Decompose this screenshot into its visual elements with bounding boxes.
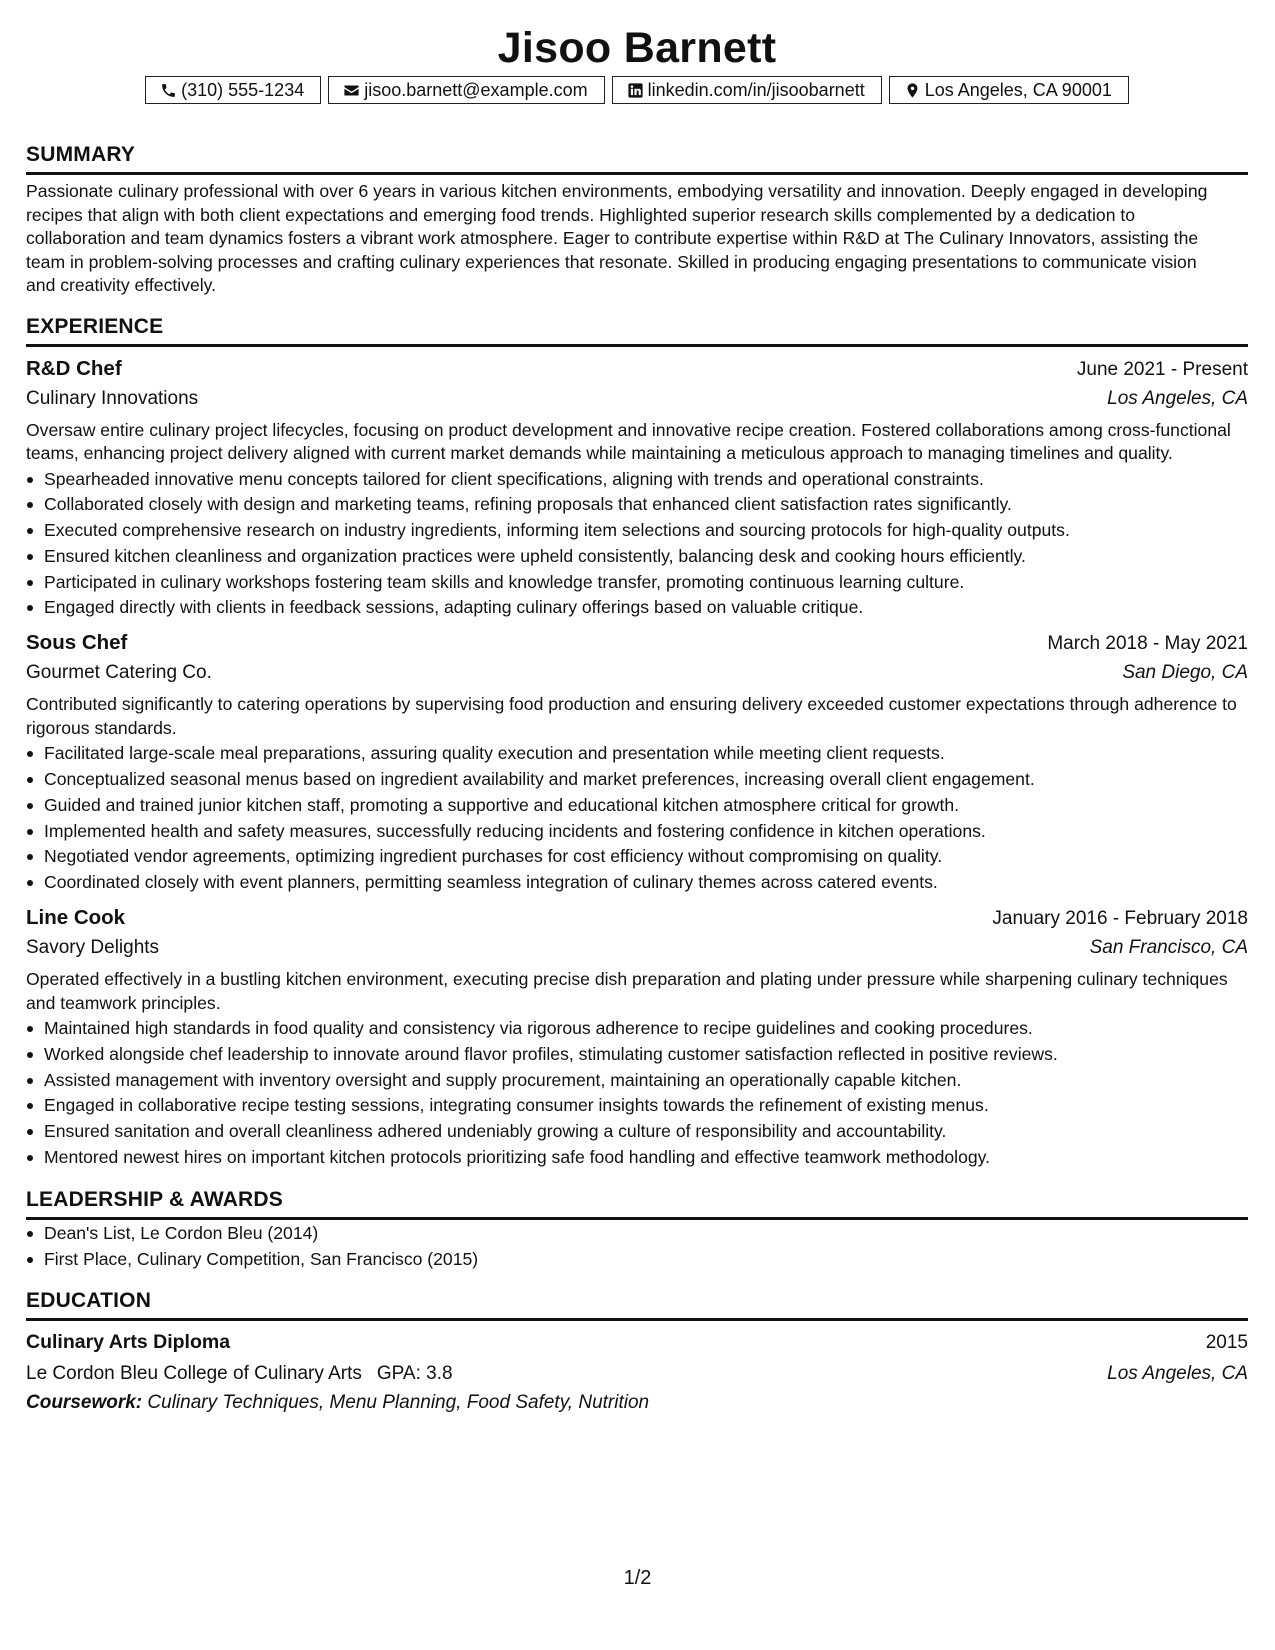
map-pin-icon	[904, 82, 921, 99]
job-dates: March 2018 - May 2021	[1047, 633, 1248, 655]
job-bullet-list	[26, 1016, 1248, 1171]
page-number: 1/2	[623, 1567, 652, 1589]
graduation-year: 2015	[1205, 1332, 1248, 1354]
list-item: Coordinated closely with event planners, permitting seamless integration of culinary themes across catered events.	[44, 870, 1248, 896]
job-entry-sous-chef	[26, 629, 1248, 896]
job-title: R&D Chef	[26, 356, 122, 380]
contact-linkedin[interactable]	[612, 76, 882, 104]
resume-page	[26, 0, 1248, 1417]
leadership-heading: LEADERSHIP & AWARDS	[26, 1187, 1248, 1220]
contact-phone-text: (310) 555-1234	[181, 80, 305, 100]
summary-text: Passionate culinary professional with over 6 years in various kitchen environments, embodying versatility and innovation. Deeply engaged in developing recipes that align with both client expectations and emerging food trends. Highlighted superior research skills complemented by a dedication to collaboration and team dynamics fosters a vibrant work atmosphere. Eager to contribute expertise within R&D at The Culinary Innovators, assisting the team in problem-solving processes and crafting culinary experiences that resonate. Skilled in producing engaging presentations to communicate vision and creativity effectively.	[26, 181, 1208, 295]
list-item: Spearheaded innovative menu concepts tailored for client specifications, aligning with trends and operational constraints.	[44, 467, 1248, 493]
list-item: Dean's List, Le Cordon Bleu (2014)	[44, 1221, 1248, 1247]
list-item: Ensured kitchen cleanliness and organization practices were upheld consistently, balancing desk and cooking hours efficiently.	[44, 544, 1248, 570]
job-bullet-list	[26, 741, 1248, 896]
gpa-value: GPA: 3.8	[376, 1363, 453, 1385]
list-item: First Place, Culinary Competition, San Francisco (2015)	[44, 1247, 1248, 1273]
job-dates: June 2021 - Present	[1076, 358, 1248, 380]
list-item: Assisted management with inventory oversight and supply procurement, maintaining an operationally capable kitchen.	[44, 1068, 1248, 1094]
list-item: Collaborated closely with design and marketing teams, refining proposals that enhanced client satisfaction rates significantly.	[44, 492, 1248, 518]
envelope-icon	[343, 82, 360, 99]
job-entry-rd-chef	[26, 355, 1248, 622]
contact-bar	[26, 76, 1248, 104]
contact-email-text: jisoo.barnett@example.com	[364, 80, 588, 100]
list-item: Mentored newest hires on important kitchen protocols prioritizing safe food handling and effective teamwork methodology.	[44, 1145, 1248, 1171]
list-item: Engaged in collaborative recipe testing sessions, integrating consumer insights towards the refinement of existing menus.	[44, 1093, 1248, 1119]
experience-heading: EXPERIENCE	[26, 314, 1248, 347]
job-description: Oversaw entire culinary project lifecycles, focusing on product development and innovative recipe creation. Fostered collaborations among cross-functional teams, enhancing project delivery aligned with current market demands while maintaining a meticulous approach to managing timelines and quality.	[26, 419, 1231, 463]
job-company: Savory Delights	[26, 937, 160, 959]
contact-linkedin-text: linkedin.com/in/jisoobarnett	[647, 80, 865, 100]
school-name: Le Cordon Bleu College of Culinary Arts	[26, 1363, 362, 1385]
list-item: Guided and trained junior kitchen staff, promoting a supportive and educational kitchen atmosphere critical for growth.	[44, 793, 1248, 819]
coursework-list: Culinary Techniques, Menu Planning, Food Safety, Nutrition	[147, 1392, 650, 1414]
summary-heading: SUMMARY	[26, 142, 1248, 175]
job-location: Los Angeles, CA	[1107, 387, 1248, 409]
contact-location-text: Los Angeles, CA 90001	[924, 80, 1112, 100]
job-description: Operated effectively in a bustling kitchen environment, executing precise dish preparation and plating under pressure while sharpening culinary techniques and teamwork principles.	[26, 969, 1228, 1013]
list-item: Negotiated vendor agreements, optimizing ingredient purchases for cost efficiency without compromising on quality.	[44, 844, 1248, 870]
phone-icon	[160, 82, 177, 99]
list-item: Implemented health and safety measures, successfully reducing incidents and fostering confidence in kitchen operations.	[44, 819, 1248, 845]
job-location: San Diego, CA	[1122, 662, 1248, 684]
contact-location[interactable]	[889, 76, 1129, 104]
job-title: Line Cook	[26, 906, 126, 930]
job-bullet-list	[26, 467, 1248, 622]
coursework-label: Coursework:	[26, 1392, 143, 1414]
education-heading: EDUCATION	[26, 1288, 1248, 1321]
job-company: Gourmet Catering Co.	[26, 662, 212, 684]
school-location: Los Angeles, CA	[1107, 1363, 1248, 1385]
list-item: Worked alongside chef leadership to innovate around flavor profiles, stimulating customer satisfaction reflected in positive reviews.	[44, 1042, 1248, 1068]
list-item: Facilitated large-scale meal preparations, assuring quality execution and presentation while meeting client requests.	[44, 741, 1248, 767]
contact-email[interactable]	[328, 76, 604, 104]
list-item: Ensured sanitation and overall cleanliness adhered undeniably growing a culture of responsibility and accountability.	[44, 1119, 1248, 1145]
coursework-line	[26, 1388, 1248, 1417]
candidate-name: Jisoo Barnett	[497, 24, 777, 72]
job-location: San Francisco, CA	[1089, 937, 1248, 959]
awards-list	[26, 1221, 1248, 1273]
list-item: Maintained high standards in food quality and consistency via rigorous adherence to recipe guidelines and cooking procedures.	[44, 1016, 1248, 1042]
job-entry-line-cook	[26, 904, 1248, 1171]
job-description: Contributed significantly to catering operations by supervising food production and ensuring delivery exceeded customer expectations through adherence to rigorous standards.	[26, 694, 1237, 738]
list-item: Conceptualized seasonal menus based on ingredient availability and market preferences, increasing overall client engagement.	[44, 767, 1248, 793]
education-entry	[26, 1329, 1248, 1417]
contact-phone[interactable]	[145, 76, 321, 104]
list-item: Engaged directly with clients in feedback sessions, adapting culinary offerings based on valuable critique.	[44, 595, 1248, 621]
list-item: Participated in culinary workshops fostering team skills and knowledge transfer, promoting continuous learning culture.	[44, 570, 1248, 596]
job-company: Culinary Innovations	[26, 387, 199, 409]
list-item: Executed comprehensive research on industry ingredients, informing item selections and sourcing protocols for high-quality outputs.	[44, 518, 1248, 544]
degree-title: Culinary Arts Diploma	[26, 1331, 231, 1354]
job-title: Sous Chef	[26, 631, 128, 655]
linkedin-icon	[627, 82, 644, 99]
job-dates: January 2016 - February 2018	[992, 908, 1248, 930]
